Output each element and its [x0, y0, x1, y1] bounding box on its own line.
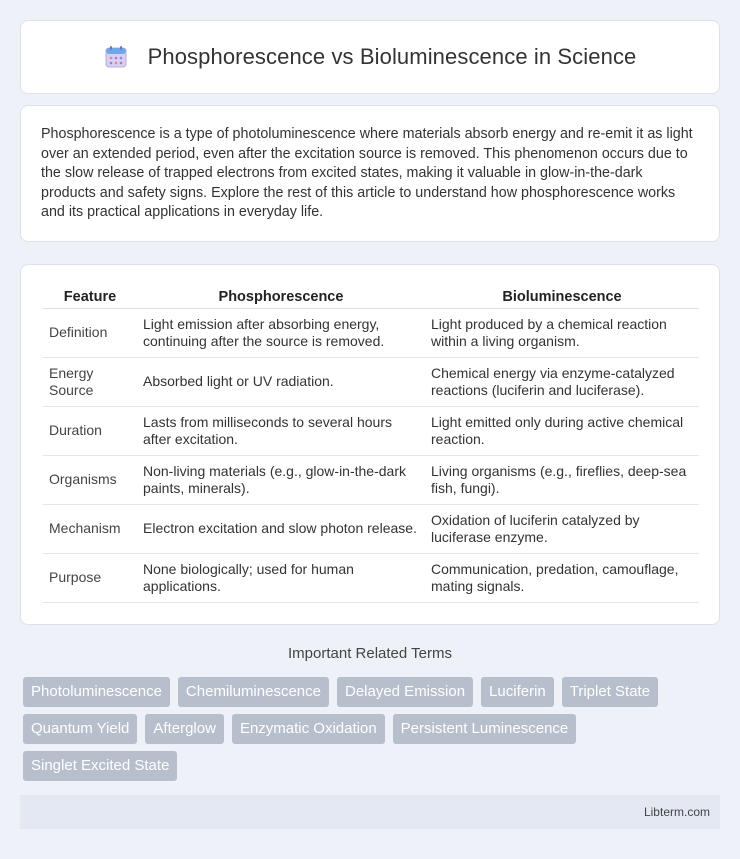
row-feature-cell: Energy Source	[43, 358, 137, 407]
tag-row	[23, 677, 723, 707]
table-row	[43, 309, 699, 358]
row-bioluminescence-cell: Living organisms (e.g., fireflies, deep-sea fish, fungi).	[425, 456, 699, 505]
table-row	[43, 358, 699, 407]
comparison-table-card	[20, 264, 720, 625]
table-row	[43, 407, 699, 456]
related-terms-title: Important Related Terms	[288, 645, 452, 662]
row-feature-cell: Purpose	[43, 554, 137, 603]
header-bioluminescence: Bioluminescence	[425, 287, 699, 309]
related-term-tag[interactable]: Luciferin	[481, 677, 554, 707]
related-term-tag[interactable]: Delayed Emission	[337, 677, 473, 707]
table-header-row	[43, 287, 699, 309]
table-row	[43, 554, 699, 603]
related-term-tag[interactable]: Photoluminescence	[23, 677, 170, 707]
related-term-tag[interactable]: Quantum Yield	[23, 714, 137, 744]
related-term-tag[interactable]: Persistent Luminescence	[393, 714, 577, 744]
page-title: Phosphorescence vs Bioluminescence in Science	[147, 44, 637, 69]
row-phosphorescence-cell: None biologically; used for human applications.	[137, 554, 425, 603]
footer	[20, 795, 720, 829]
tag-row	[23, 714, 723, 744]
row-phosphorescence-cell: Light emission after absorbing energy, continuing after the source is removed.	[137, 309, 425, 358]
header-feature: Feature	[43, 287, 137, 309]
comparison-table	[43, 287, 699, 603]
footer-brand-link[interactable]: Libterm.com	[643, 805, 710, 819]
intro-card	[20, 105, 720, 242]
table-row	[43, 505, 699, 554]
related-term-tag[interactable]: Afterglow	[145, 714, 224, 744]
row-bioluminescence-cell: Light produced by a chemical reaction within a living organism.	[425, 309, 699, 358]
related-term-tag[interactable]: Singlet Excited State	[23, 751, 177, 781]
row-phosphorescence-cell: Lasts from milliseconds to several hours after excitation.	[137, 407, 425, 456]
row-feature-cell: Definition	[43, 309, 137, 358]
related-term-tag[interactable]: Chemiluminescence	[178, 677, 329, 707]
related-term-tag[interactable]: Triplet State	[562, 677, 658, 707]
calendar-icon	[104, 45, 128, 69]
related-terms-list	[23, 677, 723, 788]
row-feature-cell: Duration	[43, 407, 137, 456]
row-phosphorescence-cell: Non-living materials (e.g., glow-in-the-dark paints, minerals).	[137, 456, 425, 505]
table-row	[43, 456, 699, 505]
row-feature-cell: Organisms	[43, 456, 137, 505]
row-bioluminescence-cell: Communication, predation, camouflage, mating signals.	[425, 554, 699, 603]
row-bioluminescence-cell: Light emitted only during active chemical reaction.	[425, 407, 699, 456]
row-feature-cell: Mechanism	[43, 505, 137, 554]
row-phosphorescence-cell: Absorbed light or UV radiation.	[137, 358, 425, 407]
header-phosphorescence: Phosphorescence	[137, 287, 425, 309]
intro-paragraph: Phosphorescence is a type of photoluminescence where materials absorb energy and re-emit it as light over an extended period, even after the excitation source is removed. This phenomenon occurs due to the slow release of trapped electrons from excited states, making it valuable in glow-in-the-dark products and safety signs. Explore the rest of this article to understand how phosphorescence works and its practical applications in everyday life.	[41, 126, 693, 220]
related-term-tag[interactable]: Enzymatic Oxidation	[232, 714, 385, 744]
row-bioluminescence-cell: Chemical energy via enzyme-catalyzed reactions (luciferin and luciferase).	[425, 358, 699, 407]
row-bioluminescence-cell: Oxidation of luciferin catalyzed by luciferase enzyme.	[425, 505, 699, 554]
title-card	[20, 20, 720, 94]
tag-row	[23, 751, 723, 781]
row-phosphorescence-cell: Electron excitation and slow photon release.	[137, 505, 425, 554]
